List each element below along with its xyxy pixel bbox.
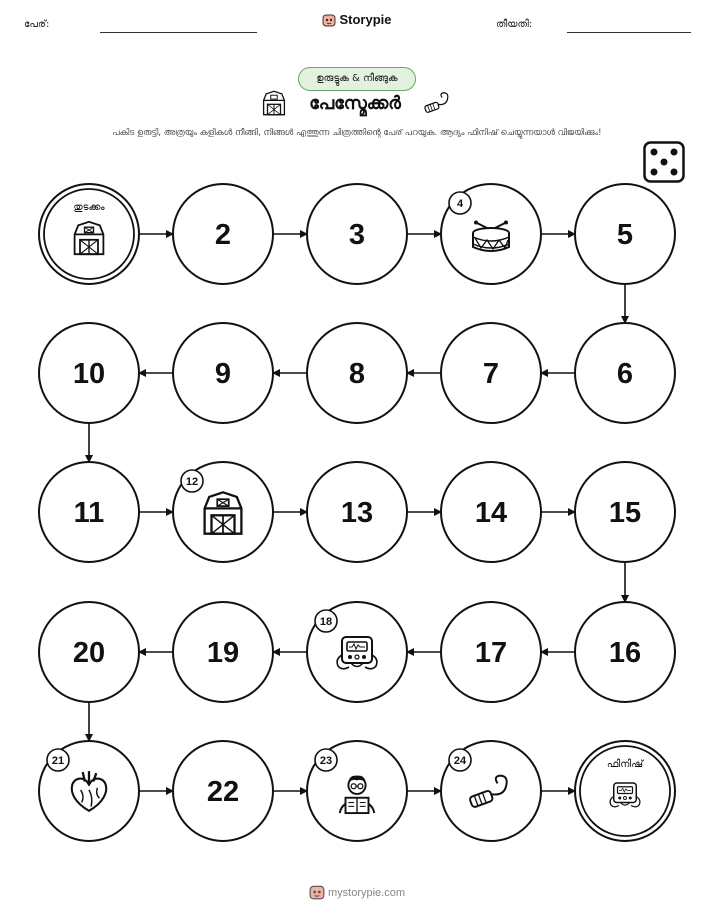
board-cell-17[interactable]	[441, 602, 541, 702]
cell-number: 7	[482, 358, 500, 390]
barn-icon	[75, 222, 104, 254]
board-cell-2[interactable]	[173, 184, 273, 284]
footer-site: mystorypie.com	[327, 887, 406, 899]
cell-number-badge-text: 4	[456, 198, 464, 210]
board-cell-15[interactable]	[575, 462, 675, 562]
cell-number-badge-text: 24	[453, 755, 467, 767]
cell-number: 3	[348, 219, 366, 251]
cell-number: 8	[348, 358, 366, 390]
finish-label: ഫിനിഷ്	[606, 759, 644, 770]
cell-number: 10	[72, 358, 106, 390]
board-cell-12[interactable]	[173, 462, 273, 562]
barn-icon	[205, 492, 242, 533]
cell-number: 17	[474, 637, 508, 669]
brand-name: Storypie	[339, 12, 392, 27]
board-cell-16[interactable]	[575, 602, 675, 702]
footer	[0, 884, 714, 900]
cell-number: 6	[616, 358, 634, 390]
storypie-logo-icon	[309, 884, 325, 900]
game-tag: ഉരുട്ടുക & നീങ്ങുക	[298, 67, 416, 91]
board-cell-25[interactable]	[575, 741, 675, 841]
cell-number: 15	[608, 497, 642, 529]
board-cell-20[interactable]	[39, 602, 139, 702]
cell-number: 22	[206, 776, 240, 808]
board-cell-8[interactable]	[307, 323, 407, 423]
board-cell-14[interactable]	[441, 462, 541, 562]
start-label: തുടക്കം	[73, 202, 105, 213]
board-cells	[39, 184, 675, 841]
date-label: തീയതി:	[496, 19, 533, 30]
board-cell-4[interactable]	[441, 184, 541, 284]
cell-number: 20	[72, 637, 106, 669]
cell-number: 2	[214, 219, 232, 251]
cell-number: 9	[214, 358, 232, 390]
board-cell-19[interactable]	[173, 602, 273, 702]
cell-number-badge-text: 21	[51, 755, 65, 767]
board-cell-24[interactable]	[441, 741, 541, 841]
cell-number: 16	[608, 637, 642, 669]
board-cell-13[interactable]	[307, 462, 407, 562]
cell-number: 13	[340, 497, 374, 529]
board-cell-18[interactable]	[307, 602, 407, 702]
cell-number-badge-text: 23	[319, 755, 333, 767]
cell-number: 5	[616, 219, 634, 251]
title-text: പേസ്മേക്കർ	[309, 92, 401, 114]
cell-number: 11	[73, 497, 105, 529]
cell-number-badge-text: 18	[319, 616, 333, 628]
instructions: പകിട ഉരുട്ടി, അത്രയും കളികൾ നീങ്ങി, നിങ്ങൾ എത്തുന്ന ചിത്രത്തിന്റെ പേര് പറയുക. ആദ്യം ഫിനിഷ് ചെയ്യുന്നയാൾ വിജയിക്കും!	[112, 128, 602, 138]
board-cell-10[interactable]	[39, 323, 139, 423]
board-cell-22[interactable]	[173, 741, 273, 841]
cell-number-badge-text: 12	[185, 476, 199, 488]
board-cell-21[interactable]	[39, 741, 139, 841]
board-cell-1[interactable]	[39, 184, 139, 284]
board-cell-9[interactable]	[173, 323, 273, 423]
board-cell-23[interactable]	[307, 741, 407, 841]
board-cell-6[interactable]	[575, 323, 675, 423]
board-cell-7[interactable]	[441, 323, 541, 423]
board-cell-5[interactable]	[575, 184, 675, 284]
board-cell-3[interactable]	[307, 184, 407, 284]
cell-number: 19	[206, 637, 240, 669]
cell-number: 14	[474, 497, 508, 529]
board-cell-11[interactable]	[39, 462, 139, 562]
name-label: പേര്:	[24, 19, 50, 30]
